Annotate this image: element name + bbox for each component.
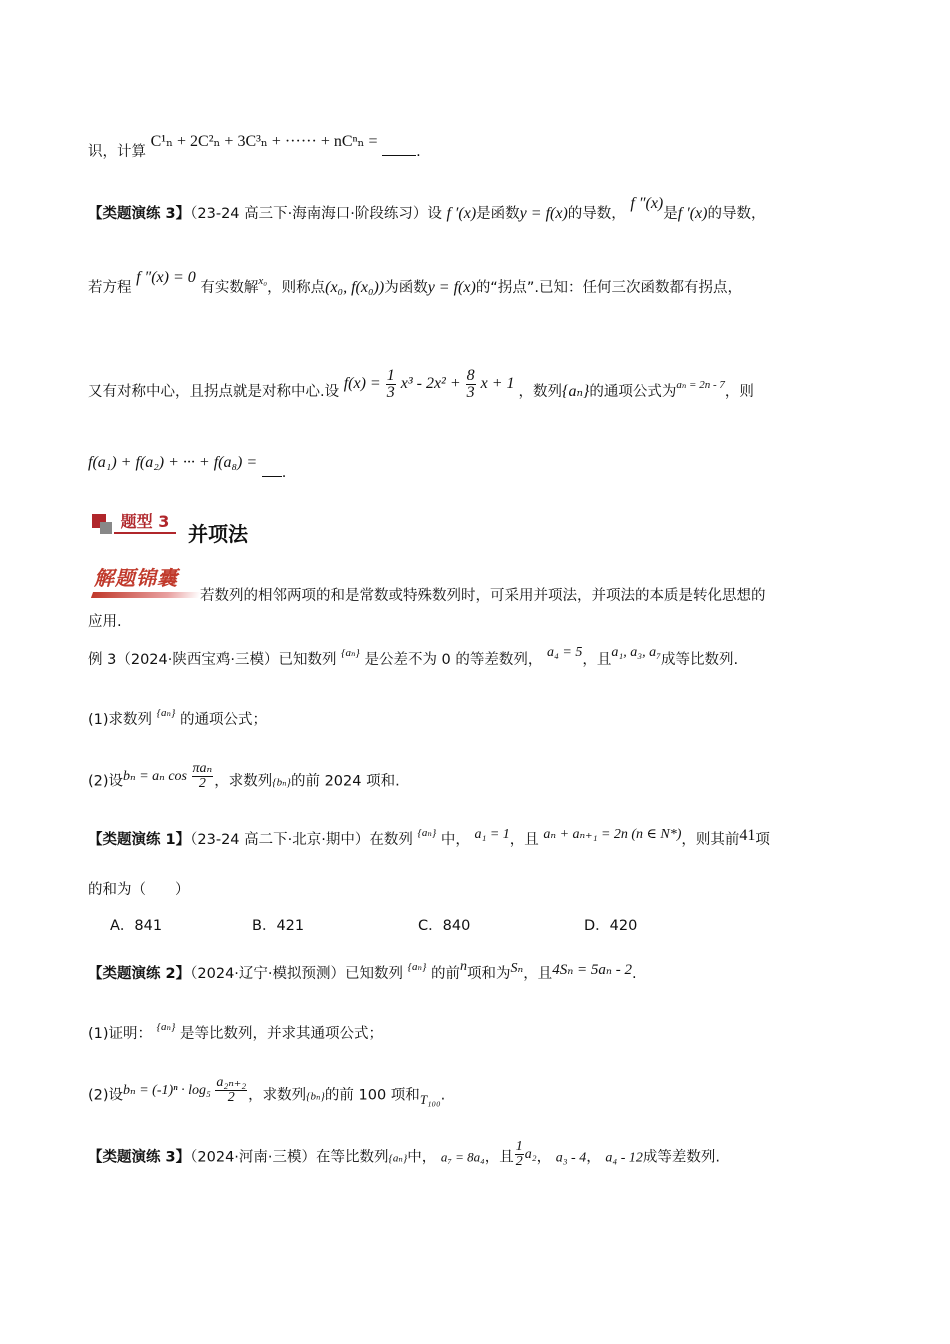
exercise-label: 【类题演练 2】 (88, 966, 191, 982)
option-b[interactable]: B．421 (252, 918, 305, 934)
option-a[interactable]: A．841 (110, 918, 163, 934)
exercise-3-intro: 【类题演练 3】（23-24 高三下·海南海口·阶段练习）设 f ′(x)是函数y = f(x)的导数， f ″(x)是f ′(x)的导数， (88, 195, 766, 222)
example-3: 例 3（2024·陕西宝鸡·三模）已知数列 $^{\{a_n\}}$ 是公差不为 0 的等差数列， a₄ = 5，且a₁, a₃, a₇成等比数列. (88, 645, 739, 668)
exercise-2-q2: (2)设bₙ = (-1)ⁿ · log₅ $\frac{\text{a₂ₙ₊₂}}{2}$ ，求数列{bₙ}的前 100 项和T₁₀₀. (88, 1075, 446, 1107)
calc-line: 识，计算 C¹ₙ + 2C²ₙ + 3C³ₙ + ······ + nCⁿₙ = . (88, 133, 421, 160)
exercise-source: （23-24 高三下·海南海口·阶段练习） (190, 206, 428, 222)
combination-sum-formula: C¹ₙ + 2C²ₙ + 3C³ₙ + ······ + nCⁿₙ = (150, 133, 378, 150)
answer-blank (262, 462, 282, 477)
badge-square-icon (100, 522, 112, 534)
sum-question: f(a₁) + f(a₂) + ··· + f(a₈) = . (88, 454, 287, 481)
option-d[interactable]: D．420 (584, 918, 638, 934)
answer-blank (382, 141, 416, 156)
exercise-1-cont: 的和为（ ） (88, 882, 190, 898)
exercise-label: 【类题演练 3】 (88, 1149, 191, 1166)
example-3-q2: (2)设bₙ = aₙ cos $\frac{\text{πaₙ}}{2}$ ，求数列{bₙ}的前 2024 项和. (88, 761, 400, 791)
tips-text-cont: 应用. (88, 614, 122, 630)
exercise-source: （2024·辽宁·模拟预测） (190, 966, 346, 982)
tips-badge: 解题锦囊 (92, 562, 200, 602)
section-title: 并项法 (188, 522, 248, 546)
exercise-1: 【类题演练 1】（23-24 高二下·北京·期中）在数列 $^{\{a_n\}}$ 中， a₁ = 1，且 aₙ + aₙ₊₁ = 2n (n ∈ N*)，则其前41项 (88, 827, 770, 848)
brush-stroke-icon (91, 592, 201, 598)
exercise-source: （23-24 高二下·北京·期中） (190, 832, 370, 848)
function-definition: 又有对称中心，且拐点就是对称中心.设 f(x) = $\frac{1}{3}$ x³ - 2x² + $\frac{8}{3}$ x + 1 ，数列{aₙ}的通项公式为$^{a_n = 2n - 7}$，则 (88, 367, 754, 401)
exercise-2-q1: (1)证明： $^{\{a_n\}}$ 是等比数列，并求其通项公式； (88, 1021, 384, 1042)
exercise-2: 【类题演练 2】（2024·辽宁·模拟预测）已知数列 $^{\{a_n\}}$ 的前n项和为Sₙ，且4Sₙ = 5aₙ - 2. (88, 959, 637, 982)
example-source: （2024·陕西宝鸡·三模） (116, 652, 279, 668)
section-badge: 题型 3 (92, 510, 190, 536)
example-label: 例 3 (88, 652, 117, 668)
exercise-label: 【类题演练 1】 (88, 832, 191, 848)
inflection-definition: 若方程 f ″(x) = 0 有实数解$^{x_0}$，则称点(x₀, f(x₀))为函数y = f(x)的“拐点”.已知：任何三次函数都有拐点， (88, 269, 742, 296)
example-3-q1: (1)求数列 $^{\{a_n\}}$ 的通项公式； (88, 707, 268, 728)
exercise-source: （2024·河南·三模） (190, 1149, 317, 1166)
exercise-3-second: 【类题演练 3】（2024·河南·三模）在等比数列{aₙ}中， a₇ = 8a₄，且 $\frac{1}{2}$ a₂， a₃ - 4， a₄ - 12成等差数列. (88, 1139, 720, 1169)
exercise-label: 【类题演练 3】 (88, 206, 191, 222)
tips-text: 若数列的相邻两项的和是常数或特殊数列时，可采用并项法，并项法的本质是转化思想的 (200, 588, 766, 604)
option-c[interactable]: C．840 (418, 918, 471, 934)
